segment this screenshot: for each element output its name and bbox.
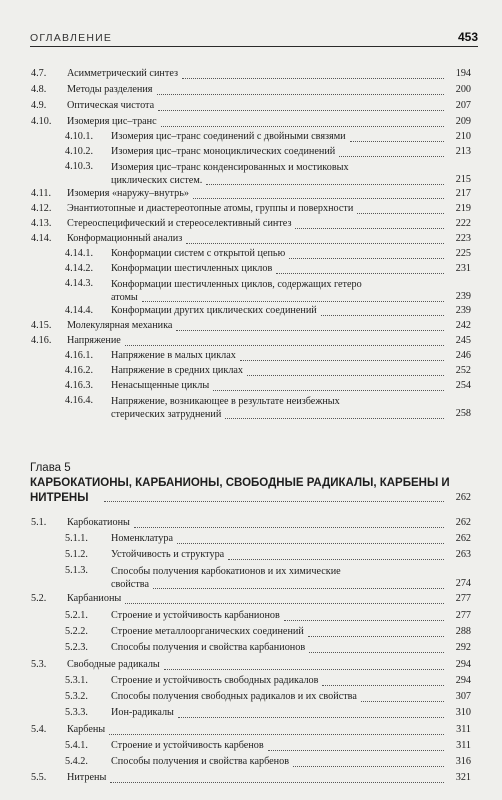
leader-dots [276, 272, 444, 274]
leader-dots [240, 359, 444, 361]
toc-entry-title: Строение и устойчивость карбанионов [111, 610, 280, 621]
toc-entry-title: Строение и устойчивость свободных радикалов [111, 675, 319, 686]
toc-entry-page: 219 [455, 203, 471, 214]
toc-entry-title: Изомерия цис–транс соединений с двойными связями [111, 131, 346, 142]
toc-entry-page: 292 [455, 642, 471, 653]
toc-entry-title: Изомерия цис–транс конденсированных и мостиковых циклических систем. [111, 162, 349, 186]
toc-entry-page: 263 [455, 549, 471, 560]
chapter-title: КАРБОКАТИОНЫ, КАРБАНИОНЫ, СВОБОДНЫЕ РАДИКАЛЫ, КАРБЕНЫ И НИТРЕНЫ [30, 477, 450, 504]
toc-entry-title: Номенклатура [111, 533, 173, 544]
toc-entry-number: 5.4.1. [65, 740, 88, 751]
toc-entry-page: 277 [455, 593, 471, 604]
toc-entry-page: 239 [455, 305, 471, 316]
header-page-number: 453 [457, 30, 478, 44]
toc-entry-page: 239 [455, 291, 471, 302]
toc-entry-page: 254 [455, 380, 471, 391]
toc-entry-page: 209 [455, 116, 471, 127]
toc-entry-number: 4.13. [31, 218, 52, 229]
toc-entry-number: 5.3.2. [65, 691, 88, 702]
toc-entry-page: 242 [455, 320, 471, 331]
toc-entry-page: 213 [455, 146, 471, 157]
toc-entry-page: 200 [455, 84, 471, 95]
leader-dots [322, 684, 444, 686]
leader-dots [295, 227, 444, 229]
toc-entry-number: 5.5. [31, 772, 47, 783]
toc-entry-number: 4.15. [31, 320, 52, 331]
toc-entry-page: 225 [455, 248, 471, 259]
toc-entry-title: Напряжение [67, 335, 121, 346]
leader-dots [268, 749, 444, 751]
toc-entry-title: Ненасыщенные циклы [111, 380, 210, 391]
leader-dots [157, 93, 445, 95]
toc-entry-title: Изомерия «наружу–внутрь» [67, 188, 189, 199]
toc-entry-number: 5.1. [31, 517, 47, 528]
toc-entry-number: 4.16.4. [65, 395, 94, 406]
toc-entry-title: Способы получения и свойства карбанионов [111, 642, 306, 653]
toc-entry-number: 5.4. [31, 724, 47, 735]
toc-entry-title: Конформации других циклических соединений [111, 305, 317, 316]
toc-entry-number: 4.14. [31, 233, 52, 244]
toc-entry-page: 321 [455, 772, 471, 783]
toc-entry-title: Асимметрический синтез [67, 68, 178, 79]
running-header [30, 30, 478, 47]
leader-dots [178, 716, 444, 718]
toc-entry-number: 5.1.1. [65, 533, 88, 544]
toc-entry-page: 245 [455, 335, 471, 346]
toc-entry-title: Напряжение в средних циклах [111, 365, 244, 376]
toc-entry-page: 194 [455, 68, 471, 79]
leader-dots [109, 733, 444, 735]
leader-dots [164, 668, 444, 670]
toc-entry-number: 5.2. [31, 593, 47, 604]
toc-entry-number: 4.8. [31, 84, 47, 95]
leader-dots [228, 558, 444, 560]
toc-entry-title: Оптическая чистота [67, 100, 155, 111]
toc-entry-number: 4.7. [31, 68, 47, 79]
toc-entry-page: 294 [455, 675, 471, 686]
toc-entry-number: 5.3.3. [65, 707, 88, 718]
toc-entry-title: Карбокатионы [67, 517, 130, 528]
toc-entry-title: Нитрены [67, 772, 107, 783]
toc-entry-title: Конформации систем с открытой цепью [111, 248, 286, 259]
leader-dots [110, 781, 444, 783]
chapter-leader-dots [104, 501, 444, 502]
toc-entry-title: Изомерия цис–транс моноциклических соединений [111, 146, 336, 157]
toc-entry-page: 316 [455, 756, 471, 767]
toc-entry-title: Напряжение, возникающее в результате неизбежных стерических затруднений [111, 396, 340, 420]
leader-dots [206, 183, 444, 185]
toc-entry-title: Способы получения свободных радикалов и их свойства [111, 691, 357, 702]
toc-entry-title: Конформационный анализ [67, 233, 183, 244]
leader-dots [289, 257, 444, 259]
toc-entry-number: 4.14.4. [65, 305, 94, 316]
toc-entry-page: 217 [455, 188, 471, 199]
leader-dots [350, 140, 444, 142]
toc-entry-number: 5.1.3. [65, 565, 88, 576]
toc-entry-title: Способы получения карбокатионов и их химические свойства [111, 566, 341, 590]
leader-dots [284, 619, 444, 621]
toc-entry-page: 210 [455, 131, 471, 142]
toc-entry-number: 4.10.2. [65, 146, 94, 157]
leader-dots [309, 651, 444, 653]
toc-entry-number: 4.11. [31, 188, 51, 199]
toc-entry-page: 231 [455, 263, 471, 274]
toc-entry-number: 4.10.1. [65, 131, 94, 142]
toc-entry-page: 288 [455, 626, 471, 637]
toc-entry-number: 4.16.3. [65, 380, 94, 391]
leader-dots [125, 344, 444, 346]
toc-entry-title: Строение металлоорганических соединений [111, 626, 304, 637]
toc-entry-page: 311 [456, 740, 471, 751]
toc-entry-page: 246 [455, 350, 471, 361]
toc-entry-page: 252 [455, 365, 471, 376]
header-title: ОГЛАВЛЕНИЕ [30, 32, 113, 44]
toc-entry-page: 207 [455, 100, 471, 111]
leader-dots [193, 197, 444, 199]
leader-dots [182, 77, 444, 79]
toc-entry-title: Свободные радикалы [67, 659, 160, 670]
leader-dots [339, 155, 444, 157]
toc-entry-title: Изомерия цис–транс [67, 116, 157, 127]
toc-entry-page: 262 [455, 533, 471, 544]
leader-dots [125, 602, 444, 604]
toc-entry-number: 4.16.1. [65, 350, 94, 361]
toc-entry-number: 4.12. [31, 203, 52, 214]
toc-entry-page: 274 [455, 578, 471, 589]
toc-entry-number: 4.14.1. [65, 248, 94, 259]
toc-entry-title: Методы разделения [67, 84, 153, 95]
leader-dots [293, 765, 444, 767]
toc-entry-number: 5.2.2. [65, 626, 88, 637]
toc-entry-number: 5.3.1. [65, 675, 88, 686]
leader-dots [177, 542, 444, 544]
toc-entry-number: 4.14.2. [65, 263, 94, 274]
toc-entry-number: 4.16.2. [65, 365, 94, 376]
leader-dots [361, 700, 444, 702]
toc-entry-number: 5.2.1. [65, 610, 88, 621]
leader-dots [176, 329, 444, 331]
toc-entry-page: 215 [455, 174, 471, 185]
toc-entry-page: 262 [455, 517, 471, 528]
toc-entry-title: Энантиотопные и диастереотопные атомы, группы и поверхности [67, 203, 354, 214]
toc-entry-title: Способы получения и свойства карбенов [111, 756, 290, 767]
leader-dots [186, 242, 444, 244]
leader-dots [153, 587, 444, 589]
toc-entry-number: 5.1.2. [65, 549, 88, 560]
toc-entry-title: Молекулярная механика [67, 320, 173, 331]
toc-entry-page: 223 [455, 233, 471, 244]
toc-entry-number: 5.2.3. [65, 642, 88, 653]
toc-entry-page: 222 [455, 218, 471, 229]
toc-entry-title: Напряжение в малых циклах [111, 350, 236, 361]
toc-entry-number: 5.3. [31, 659, 47, 670]
toc-entry-page: 310 [455, 707, 471, 718]
toc-entry-page: 277 [455, 610, 471, 621]
toc-entry-title: Конформации шестичленных циклов, содержащих гетеро атомы [111, 279, 362, 303]
toc-entry-title: Строение и устойчивость карбенов [111, 740, 264, 751]
leader-dots [225, 417, 444, 419]
toc-entry-page: 258 [455, 408, 471, 419]
toc-entry-title: Конформации шестичленных циклов [111, 263, 273, 274]
leader-dots [161, 125, 444, 127]
toc-entry-number: 4.9. [31, 100, 47, 111]
toc-entry-title: Карбанионы [67, 593, 122, 604]
leader-dots [134, 526, 444, 528]
leader-dots [247, 374, 444, 376]
toc-entry-number: 4.16. [31, 335, 52, 346]
toc-entry-title: Ион-радикалы [111, 707, 174, 718]
toc-entry-page: 307 [455, 691, 471, 702]
toc-entry-number: 4.10. [31, 116, 52, 127]
toc-entry-title: Карбены [67, 724, 106, 735]
toc-entry-title: Устойчивость и структура [111, 549, 225, 560]
leader-dots [213, 389, 444, 391]
leader-dots [321, 314, 444, 316]
chapter-label: Глава 5 [30, 462, 71, 474]
toc-entry-page: 311 [456, 724, 471, 735]
toc-entry-page: 294 [455, 659, 471, 670]
toc-entry-number: 4.10.3. [65, 161, 94, 172]
leader-dots [158, 109, 444, 111]
toc-entry-title: Стереоспецифический и стереоселективный синтез [67, 218, 292, 229]
leader-dots [357, 212, 444, 214]
leader-dots [142, 300, 444, 302]
toc-entry-number: 4.14.3. [65, 278, 94, 289]
chapter-page-number: 262 [455, 492, 471, 503]
toc-entry-number: 5.4.2. [65, 756, 88, 767]
leader-dots [308, 635, 444, 637]
